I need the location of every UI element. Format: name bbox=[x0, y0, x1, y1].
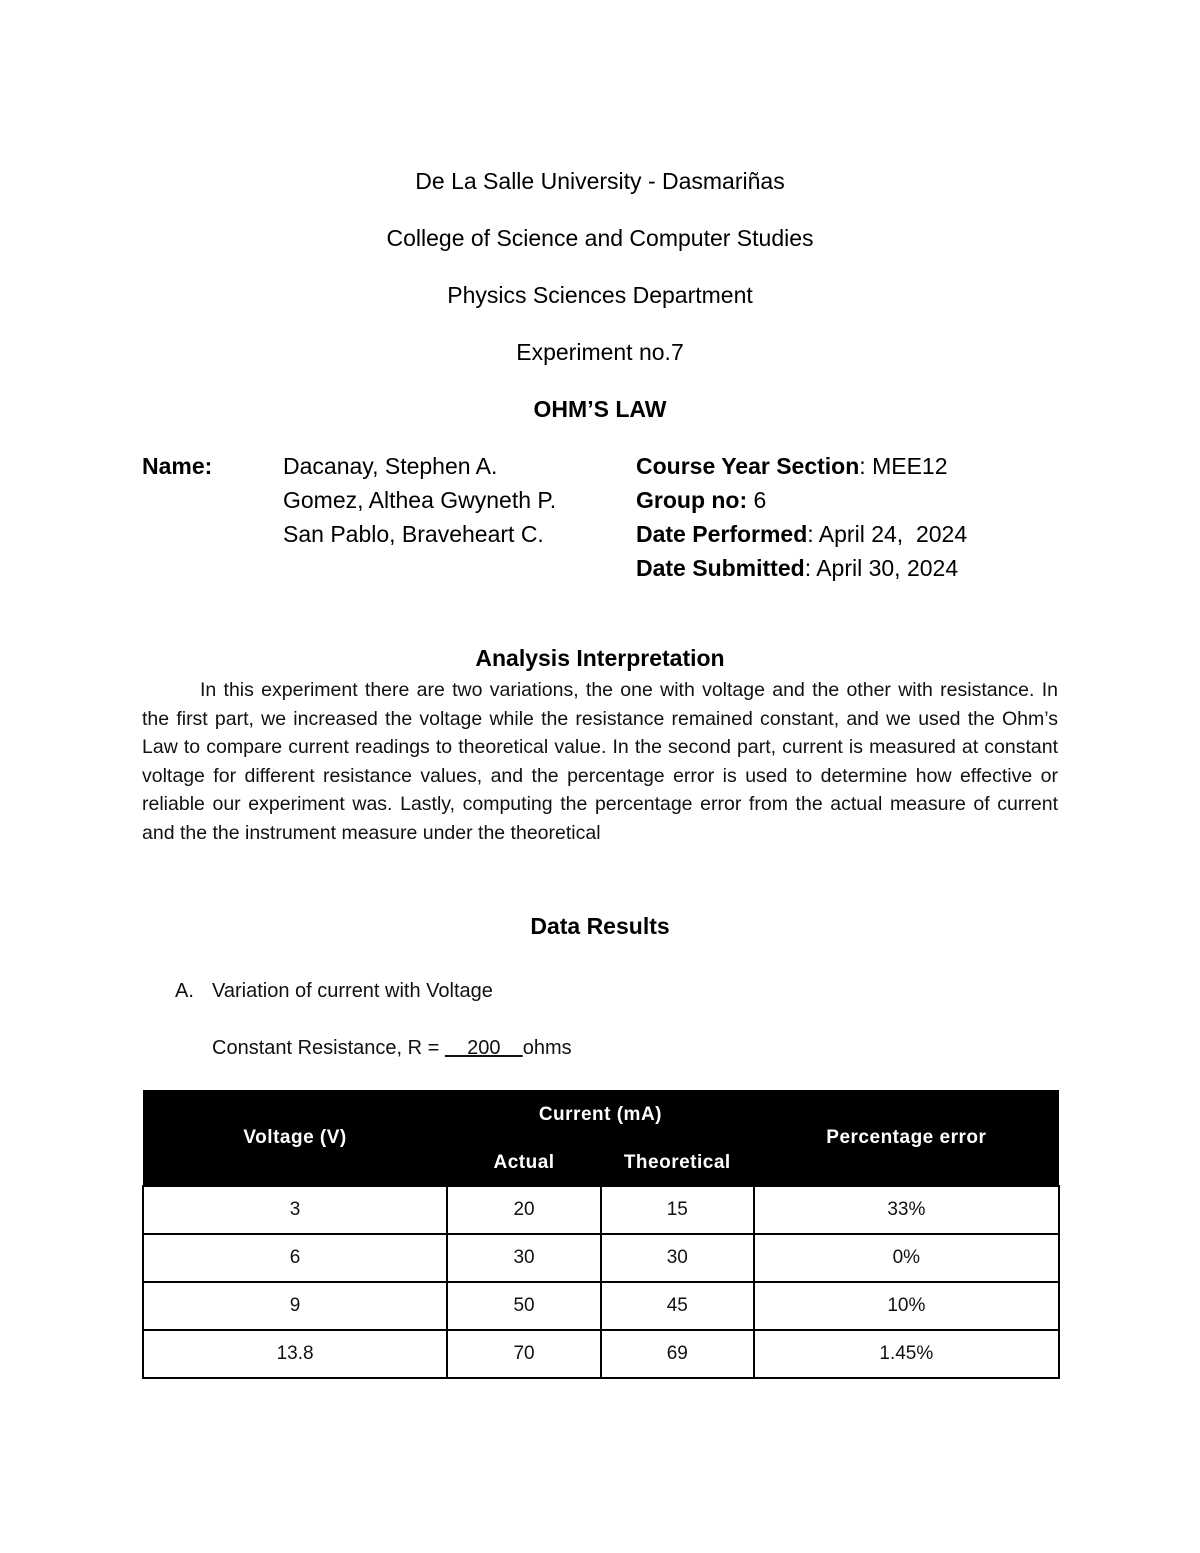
document-title: OHM’S LAW bbox=[533, 396, 667, 422]
student-name-1: Dacanay, Stephen A. bbox=[283, 453, 498, 479]
analysis-heading: Analysis Interpretation bbox=[475, 645, 725, 671]
header-theoretical: Theoretical bbox=[601, 1140, 754, 1186]
table-row bbox=[143, 1186, 1059, 1234]
header-voltage: Voltage (V) bbox=[143, 1090, 447, 1186]
college-name: College of Science and Computer Studies bbox=[386, 225, 814, 251]
header-actual: Actual bbox=[447, 1140, 601, 1186]
university-name: De La Salle University - Dasmariñas bbox=[415, 168, 785, 194]
cell-actual: 70 bbox=[447, 1330, 601, 1378]
course-value: : MEE12 bbox=[859, 453, 948, 479]
resistance-value: 200 bbox=[444, 1037, 523, 1059]
cell-error: 10% bbox=[754, 1282, 1059, 1330]
analysis-paragraph bbox=[142, 676, 1058, 847]
cell-voltage: 6 bbox=[143, 1234, 447, 1282]
submitted-value: : April 30, 2024 bbox=[804, 555, 959, 581]
course-year-section bbox=[636, 453, 948, 480]
cell-voltage: 9 bbox=[143, 1282, 447, 1330]
cell-theoretical: 30 bbox=[601, 1234, 754, 1282]
header-percentage-error: Percentage error bbox=[754, 1090, 1059, 1186]
course-label: Course Year Section bbox=[636, 453, 860, 479]
student-name-2: Gomez, Althea Gwyneth P. bbox=[283, 487, 557, 513]
cell-actual: 20 bbox=[447, 1186, 601, 1234]
cell-actual: 30 bbox=[447, 1234, 601, 1282]
cell-theoretical: 15 bbox=[601, 1186, 754, 1234]
name-label: Name: bbox=[142, 453, 213, 479]
header-current: Current (mA) bbox=[447, 1090, 754, 1140]
group-value: 6 bbox=[747, 487, 767, 513]
table-row bbox=[143, 1330, 1059, 1378]
section-a-title: Variation of current with Voltage bbox=[212, 980, 493, 1002]
cell-error: 0% bbox=[754, 1234, 1059, 1282]
constant-resistance bbox=[212, 1037, 572, 1060]
performed-value: : April 24, 2024 bbox=[807, 521, 968, 547]
department-name: Physics Sciences Department bbox=[447, 282, 753, 308]
section-a-marker: A. bbox=[175, 980, 194, 1002]
group-label: Group no: bbox=[636, 487, 748, 513]
results-table bbox=[142, 1090, 1060, 1379]
cell-theoretical: 69 bbox=[601, 1330, 754, 1378]
submitted-label: Date Submitted bbox=[636, 555, 805, 581]
experiment-number: Experiment no.7 bbox=[516, 339, 684, 365]
group-number bbox=[636, 487, 766, 514]
date-performed bbox=[636, 521, 967, 548]
cell-voltage: 13.8 bbox=[143, 1330, 447, 1378]
cell-error: 33% bbox=[754, 1186, 1059, 1234]
results-heading: Data Results bbox=[530, 913, 670, 939]
resistance-unit: ohms bbox=[522, 1037, 572, 1059]
cell-voltage: 3 bbox=[143, 1186, 447, 1234]
resistance-prefix: Constant Resistance, R = bbox=[212, 1037, 445, 1059]
performed-label: Date Performed bbox=[636, 521, 808, 547]
analysis-text: In this experiment there are two variations, the one with voltage and the other with resistance. In the first part, we increased the voltage while the resistance remained constant, and we used the Ohm’s Law to compare current readings to theoretical value. In the second part, current is measured at constant voltage for different resistance values, and the percentage error is used to determine how effective or reliable our experiment was. Lastly, computing the percentage error from the actual measure of current and the the instrument measure under the theoretical bbox=[142, 679, 1058, 844]
cell-theoretical: 45 bbox=[601, 1282, 754, 1330]
table-row bbox=[143, 1282, 1059, 1330]
student-name-3: San Pablo, Braveheart C. bbox=[283, 521, 544, 547]
cell-error: 1.45% bbox=[754, 1330, 1059, 1378]
table-row bbox=[143, 1234, 1059, 1282]
cell-actual: 50 bbox=[447, 1282, 601, 1330]
date-submitted bbox=[636, 555, 958, 582]
